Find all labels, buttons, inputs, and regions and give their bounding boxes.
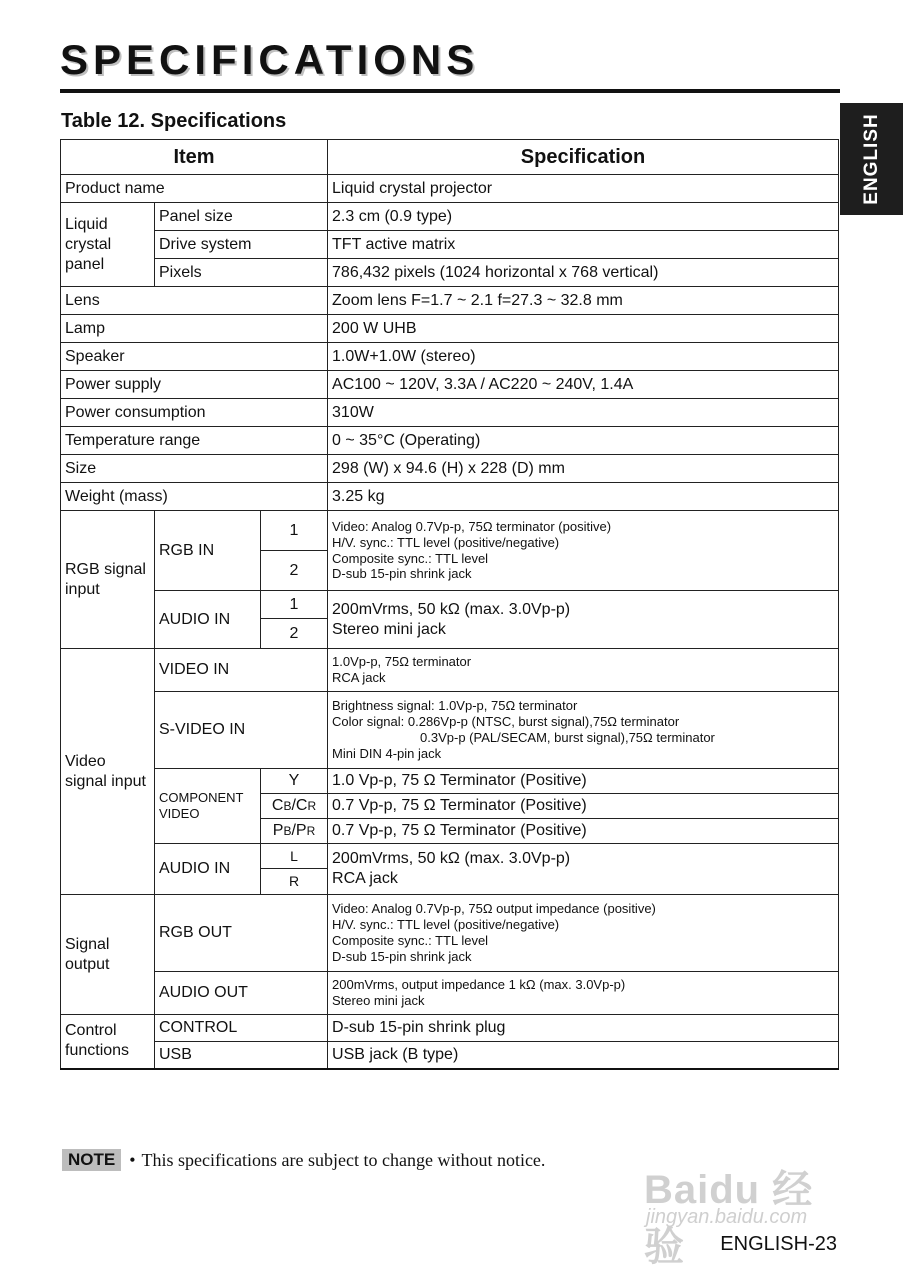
table-row — [61, 591, 839, 619]
row-value: AC100 ~ 120V, 3.3A / AC220 ~ 240V, 1.4A — [328, 371, 839, 399]
table-header-row — [61, 140, 839, 175]
table-row — [61, 972, 839, 1015]
port-label: L — [261, 844, 328, 869]
row-label: Size — [61, 455, 328, 483]
watermark-url: jingyan.baidu.com — [646, 1206, 808, 1228]
row-label: Power supply — [61, 371, 328, 399]
value-line: 0.3Vp-p (PAL/SECAM, burst signal),75Ω terminator — [420, 730, 715, 745]
row-label: Temperature range — [61, 427, 328, 455]
value-line: H/V. sync.: TTL level (positive/negative) — [332, 534, 560, 550]
table-row — [61, 692, 839, 769]
port-label: Y — [261, 769, 328, 794]
group-label-control-functions: Control functions — [61, 1015, 155, 1069]
value-line: Color signal: 0.286Vp-p (NTSC, burst signal),75Ω terminator — [332, 714, 680, 730]
row-label: CONTROL — [155, 1015, 328, 1042]
column-header-item: Item — [61, 140, 328, 175]
group-label-video-signal-input: Video signal input — [61, 649, 155, 895]
row-label: AUDIO IN — [155, 844, 261, 895]
table-row — [61, 371, 839, 399]
row-label: Pixels — [155, 259, 328, 287]
table-row — [61, 399, 839, 427]
row-label: AUDIO IN — [155, 591, 261, 649]
value-line: Stereo mini jack — [332, 620, 446, 638]
table-row — [61, 844, 839, 869]
port-number: 2 — [261, 619, 328, 649]
watermark-logo: Baidu 经验 — [644, 1168, 814, 1269]
row-label: Lamp — [61, 315, 328, 343]
port-label: R — [261, 869, 328, 895]
row-label: S-VIDEO IN — [155, 692, 328, 769]
row-label: RGB OUT — [155, 895, 328, 972]
value-line: Composite sync.: TTL level — [332, 550, 489, 566]
value-line: D-sub 15-pin shrink jack — [332, 948, 472, 964]
table-row — [61, 343, 839, 371]
row-label: VIDEO IN — [155, 649, 328, 692]
row-label: Speaker — [61, 343, 328, 371]
value-line: H/V. sync.: TTL level (positive/negative) — [332, 917, 560, 933]
table-row — [61, 287, 839, 315]
row-value — [328, 591, 839, 649]
table-row — [61, 511, 839, 551]
note — [62, 1149, 545, 1171]
row-value: 310W — [328, 399, 839, 427]
group-label-rgb-signal-input: RGB signal input — [61, 511, 155, 649]
table-row — [61, 203, 839, 231]
row-value — [328, 844, 839, 895]
port-number: 1 — [261, 591, 328, 619]
row-label: COMPONENT VIDEO — [155, 769, 261, 844]
page-title: SPECIFICATIONS — [60, 36, 480, 83]
row-value: Zoom lens F=1.7 ~ 2.1 f=27.3 ~ 32.8 mm — [328, 287, 839, 315]
table-row — [61, 649, 839, 692]
row-label: AUDIO OUT — [155, 972, 328, 1015]
row-value: 1.0W+1.0W (stereo) — [328, 343, 839, 371]
table-caption: Table 12. Specifications — [61, 110, 287, 132]
note-badge: NOTE — [62, 1149, 121, 1171]
row-value: 786,432 pixels (1024 horizontal x 768 vertical) — [328, 259, 839, 287]
group-label-lcd-panel: Liquid crystal panel — [61, 203, 155, 287]
table-row — [61, 483, 839, 511]
table-row — [61, 769, 839, 794]
row-label: Product name — [61, 175, 328, 203]
table-row — [61, 231, 839, 259]
value-line: Video: Analog 0.7Vp-p, 75Ω terminator (positive) — [332, 518, 612, 534]
value-line: Stereo mini jack — [332, 993, 425, 1008]
row-value — [328, 692, 839, 769]
row-value: 0.7 Vp-p, 75 Ω Terminator (Positive) — [328, 819, 839, 844]
port-label: CB/CR — [261, 794, 328, 819]
value-line: Mini DIN 4-pin jack — [332, 745, 442, 761]
language-side-tab — [840, 103, 903, 215]
row-value: 200 W UHB — [328, 315, 839, 343]
row-value: Liquid crystal projector — [328, 175, 839, 203]
value-line: Video: Analog 0.7Vp-p, 75Ω output impedance (positive) — [332, 901, 656, 917]
row-label: Power consumption — [61, 399, 328, 427]
row-value: 3.25 kg — [328, 483, 839, 511]
table-row — [61, 427, 839, 455]
row-label: Drive system — [155, 231, 328, 259]
row-value: D-sub 15-pin shrink plug — [328, 1015, 839, 1042]
port-label: PB/PR — [261, 819, 328, 844]
row-value: USB jack (B type) — [328, 1042, 839, 1069]
row-value — [328, 895, 839, 972]
table-row — [61, 1015, 839, 1042]
row-value — [328, 511, 839, 591]
value-line: 200mVrms, 50 kΩ (max. 3.0Vp-p) — [332, 600, 571, 618]
note-bullet: • — [129, 1149, 136, 1170]
group-label-signal-output: Signal output — [61, 895, 155, 1015]
value-line: 200mVrms, 50 kΩ (max. 3.0Vp-p) — [332, 850, 571, 867]
row-label: Weight (mass) — [61, 483, 328, 511]
table-row — [61, 455, 839, 483]
table-row — [61, 315, 839, 343]
note-text: This specifications are subject to change without notice. — [141, 1149, 546, 1170]
page-number: ENGLISH-23 — [720, 1233, 837, 1255]
specifications-table — [60, 139, 839, 1070]
port-number: 2 — [261, 551, 328, 591]
row-label: USB — [155, 1042, 328, 1069]
title-rule — [60, 89, 840, 93]
column-header-specification: Specification — [328, 140, 839, 175]
row-label: Panel size — [155, 203, 328, 231]
table-row — [61, 259, 839, 287]
value-line: D-sub 15-pin shrink jack — [332, 566, 472, 582]
row-value: 0 ~ 35°C (Operating) — [328, 427, 839, 455]
table-row — [61, 1042, 839, 1069]
row-value: 1.0 Vp-p, 75 Ω Terminator (Positive) — [328, 769, 839, 794]
row-label: Lens — [61, 287, 328, 315]
row-value: 2.3 cm (0.9 type) — [328, 203, 839, 231]
table-row — [61, 175, 839, 203]
value-line: RCA jack — [332, 670, 386, 685]
row-value: 298 (W) x 94.6 (H) x 228 (D) mm — [328, 455, 839, 483]
port-number: 1 — [261, 511, 328, 551]
value-line: RCA jack — [332, 870, 398, 887]
value-line: Composite sync.: TTL level — [332, 933, 489, 948]
row-label: RGB IN — [155, 511, 261, 591]
value-line: Brightness signal: 1.0Vp-p, 75Ω terminator — [332, 698, 578, 714]
row-value: TFT active matrix — [328, 231, 839, 259]
language-side-tab-label: ENGLISH — [860, 113, 882, 205]
value-line: 200mVrms, output impedance 1 kΩ (max. 3.0Vp-p) — [332, 977, 626, 993]
value-line: 1.0Vp-p, 75Ω terminator — [332, 654, 472, 670]
table-row — [61, 895, 839, 972]
row-value — [328, 649, 839, 692]
row-value — [328, 972, 839, 1015]
row-value: 0.7 Vp-p, 75 Ω Terminator (Positive) — [328, 794, 839, 819]
